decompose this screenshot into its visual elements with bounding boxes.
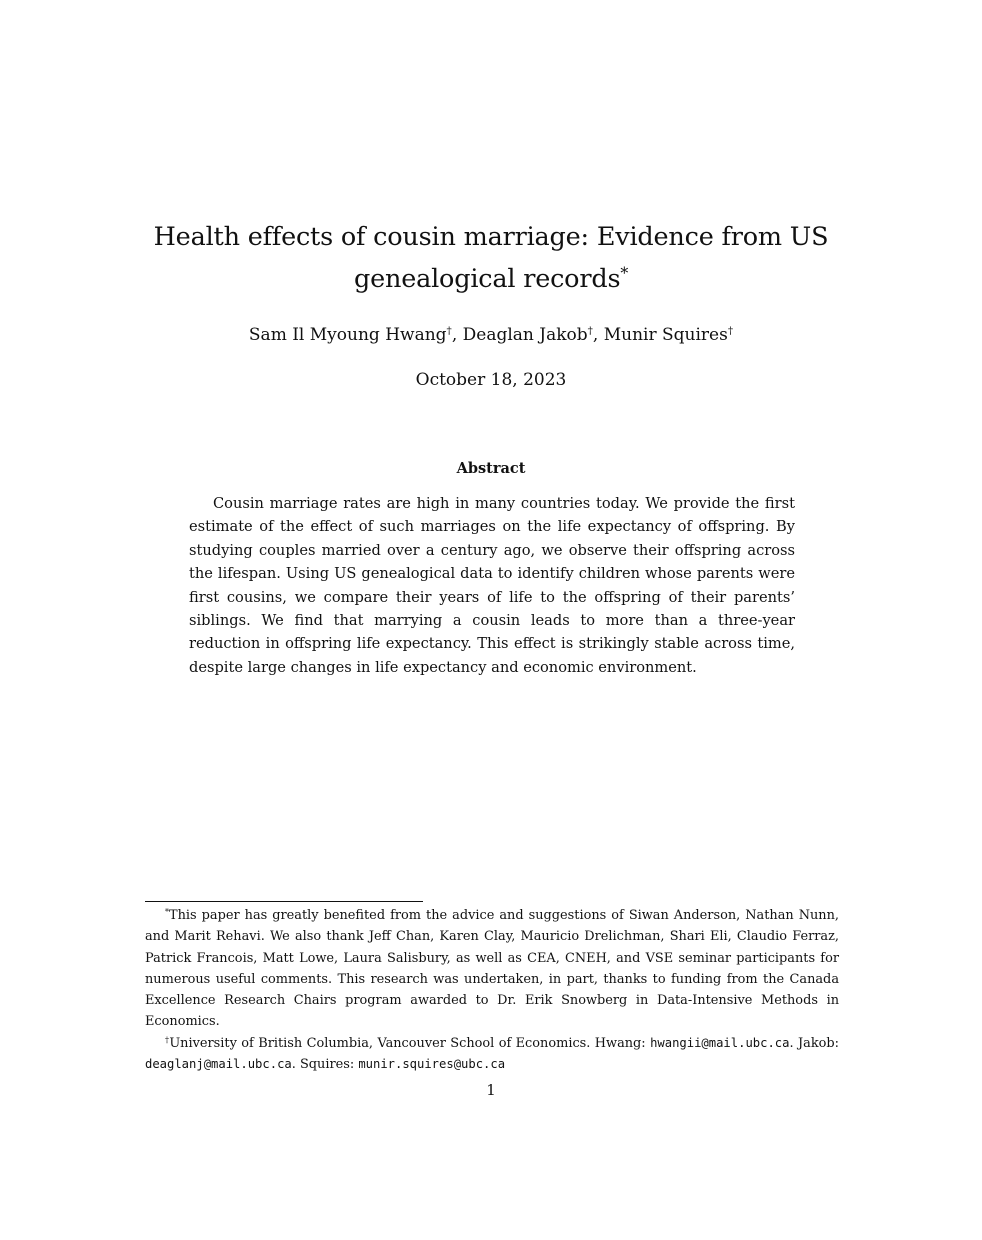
author-separator: , bbox=[451, 325, 463, 345]
footnote-text: University of British Columbia, Vancouver School of Economics. Hwang: bbox=[169, 1035, 651, 1051]
abstract-heading: Abstract bbox=[456, 460, 526, 477]
paper-title bbox=[150, 216, 832, 300]
footnote-affiliation bbox=[145, 1033, 839, 1076]
paper-title-text: Health effects of cousin marriage: Evidence from US genealogical records bbox=[153, 222, 829, 294]
author-name: Sam Il Myoung Hwang bbox=[248, 325, 447, 345]
author-name: Munir Squires bbox=[603, 325, 728, 345]
footnotes bbox=[145, 905, 839, 1075]
footnote-text: . Squires: bbox=[291, 1057, 359, 1073]
paper-date: October 18, 2023 bbox=[415, 370, 567, 390]
footnote-mark: † bbox=[165, 1035, 170, 1045]
footnote-divider bbox=[145, 901, 423, 902]
footnote-acknowledgement bbox=[145, 905, 839, 1033]
email-squires: munir.squires@ubc.ca bbox=[358, 1057, 506, 1072]
email-hwang: hwangii@mail.ubc.ca bbox=[650, 1035, 790, 1050]
author-name: Deaglan Jakob bbox=[462, 325, 588, 345]
page-number: 1 bbox=[486, 1081, 496, 1099]
author-list bbox=[150, 323, 832, 347]
footnote-text: This paper has greatly benefited from the advice and suggestions of Siwan Anderson, Nathan Nunn, and Marit Rehavi. We also thank Jeff Chan, Karen Clay, Mauricio Drelichman, Shari Eli, Claudio Ferraz, Patrick Francois, Matt Lowe, Laura Salisbury, as well as CEA, CNEH, and VSE seminar participants for numerous useful comments. This research was undertaken, in part, thanks to funding from the Canada Excellence Research Chairs program awarded to Dr. Erik Snowberg in Data-Intensive Methods in Economics. bbox=[145, 908, 839, 1030]
author-footnote-mark: † bbox=[727, 325, 734, 338]
email-jakob: deaglanj@mail.ubc.ca bbox=[145, 1057, 292, 1072]
footnote-mark: * bbox=[165, 907, 169, 917]
author-footnote-mark: † bbox=[587, 325, 593, 338]
footnote-text: . Jakob: bbox=[789, 1035, 840, 1051]
title-footnote-mark: * bbox=[620, 263, 629, 283]
author-footnote-mark: † bbox=[446, 325, 452, 338]
author-separator: , bbox=[592, 325, 604, 345]
abstract-text: Cousin marriage rates are high in many countries today. We provide the first estimate of the effect of such marriages on the life expectancy of offspring. By studying couples married over a century ago, we observe their offspring across the lifespan. Using US genealogical data to identify children whose parents were first cousins, we compare their years of life to the offspring of their parents’ siblings. We find that marrying a cousin leads to more than a three-year reduction in offspring life expectancy. This effect is strikingly stable across time, despite large changes in life expectancy and economic environment. bbox=[189, 495, 795, 676]
